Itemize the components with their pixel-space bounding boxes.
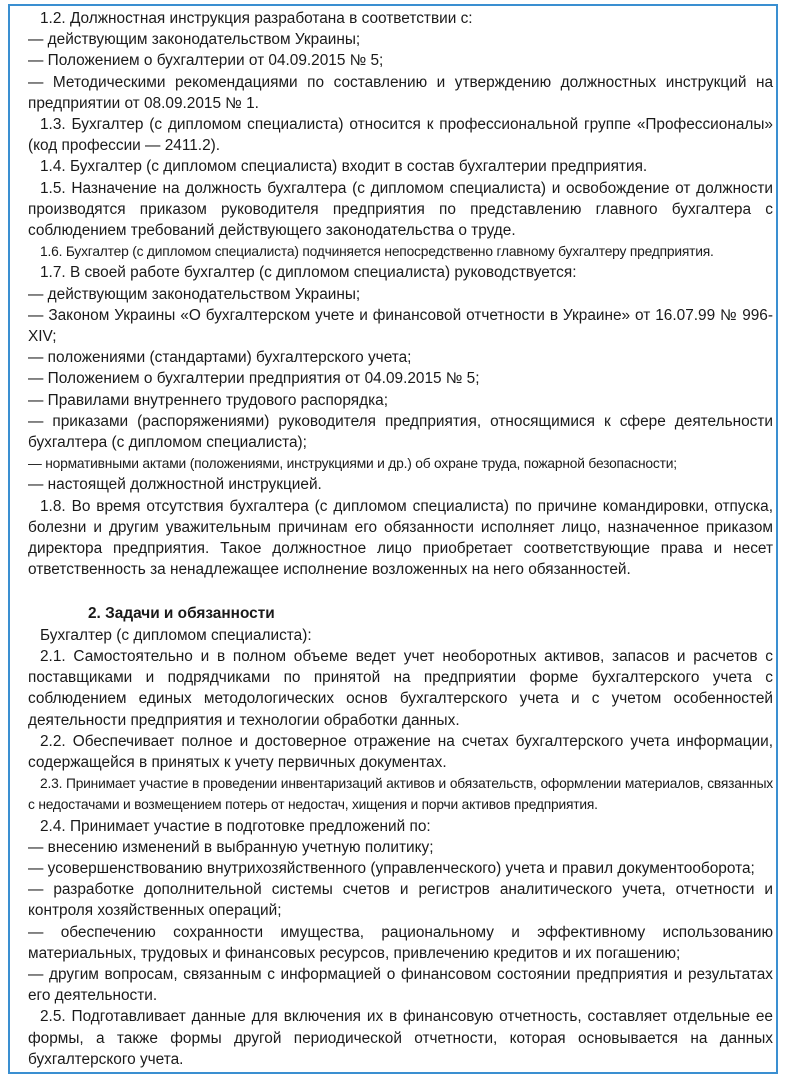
list-item: — нормативными актами (положениями, инструкциями и др.) об охране труда, пожарной безопасности;: [28, 456, 677, 472]
paragraph: 1.6. Бухгалтер (с дипломом специалиста) подчиняется непосредственно главному бухгалтеру предприятия.: [40, 244, 714, 260]
list-item: — другим вопросам, связанным с информацией о финансовом состоянии предприятия и результатах его деятельности.: [28, 965, 773, 1005]
list-item: — Положением о бухгалтерии предприятия от 04.09.2015 № 5;: [28, 370, 480, 388]
list-item: — положениями (стандартами) бухгалтерского учета;: [28, 349, 412, 367]
list-item: — разработке дополнительной системы счетов и регистров аналитического учета, отчетности и контроля хозяйственных операций;: [28, 881, 773, 920]
list-item: — обеспечению сохранности имущества, рациональному и эффективному использованию материальных, трудовых и финансовых ресурсов, привлечению кредитов и их погашению;: [28, 923, 773, 962]
list-item: — приказами (распоряжениями) руководителя предприятия, относящимися к сфере деятельности бухгалтера (с дипломом специалиста);: [28, 412, 773, 452]
paragraph: 2.4. Принимает участие в подготовке предложений по:: [40, 817, 431, 835]
list-item: — Правилами внутреннего трудового распорядка;: [28, 391, 388, 409]
list-item: — Положением о бухгалтерии от 04.09.2015 № 5;: [28, 52, 384, 70]
paragraph: 2.2. Обеспечивает полное и достоверное отражение на счетах бухгалтерского учета информации, содержащейся в принятых к учету первичных документах.: [28, 732, 773, 771]
paragraph: 2.5. Подготавливает данные для включения их в финансовую отчетность, составляет отдельные ее формы, а также формы другой периодической отчетности, которая основывается на данных бухгалтерского учета.: [28, 1008, 773, 1068]
list-item: — настоящей должностной инструкцией.: [28, 476, 322, 494]
list-item: — усовершенствованию внутрихозяйственного (управленческого) учета и правил документооборота;: [28, 859, 755, 877]
list-item: — действующим законодательством Украины;: [28, 31, 361, 49]
section-spacer: [28, 580, 773, 603]
paragraph: 1.3. Бухгалтер (с дипломом специалиста) относится к профессиональной группе «Профессионалы» (код профессии — 2411.2).: [28, 116, 773, 155]
paragraph: 1.5. Назначение на должность бухгалтера (с дипломом специалиста) и освобождение от должности производятся приказом руководителя предприятия по представлению главного бухгалтера с соблюдением требований действующего законодательства о труде.: [28, 179, 773, 240]
paragraph: 1.7. В своей работе бухгалтер (с дипломом специалиста) руководствуется:: [40, 264, 577, 282]
section-2-duties: [28, 625, 773, 1070]
paragraph: 1.4. Бухгалтер (с дипломом специалиста) входит в состав бухгалтерии предприятия.: [40, 158, 648, 176]
paragraph: 1.8. Во время отсутствия бухгалтера (с дипломом специалиста) по причине командировки, отпуска, болезни и другим уважительным причинам его обязанности исполняет лицо, назначенное приказом директора предприятия. Такое должностное лицо приобретает соответствующие права и несет ответственность за ненадлежащее исполнение возложенных на него обязанностей.: [28, 497, 773, 579]
list-item: — действующим законодательством Украины;: [28, 285, 361, 303]
list-item: — Методическими рекомендациями по составлению и утверждению должностных инструкций на предприятии от 08.09.2015 № 1.: [28, 73, 773, 112]
paragraph: 2.3. Принимает участие в проведении инвентаризаций активов и обязательств, оформлении материалов, связанных с недостачами и возмещением потерь от недостач, хищения и порчи активов предприятия.: [28, 776, 773, 813]
paragraph: 2.1. Самостоятельно и в полном объеме ведет учет необоротных активов, запасов и расчетов с поставщиками и подрядчиками по принятой на предприятии форме бухгалтерского учета с соблюдением единых методологических основ бухгалтерского учета и с учетом особенностей деятельности предприятия и технологии обработки данных.: [28, 647, 773, 729]
list-item: — внесению изменений в выбранную учетную политику;: [28, 838, 434, 856]
document-body: [28, 8, 773, 1070]
section-1-general: [28, 8, 773, 580]
paragraph: 1.2. Должностная инструкция разработана в соответствии с:: [40, 10, 473, 27]
paragraph: Бухгалтер (с дипломом специалиста):: [40, 626, 312, 644]
list-item: — Законом Украины «О бухгалтерском учете и финансовой отчетности в Украине» от 16.07.99 № 996-XIV;: [28, 306, 773, 346]
section-2-title: 2. Задачи и обязанности: [88, 605, 275, 623]
